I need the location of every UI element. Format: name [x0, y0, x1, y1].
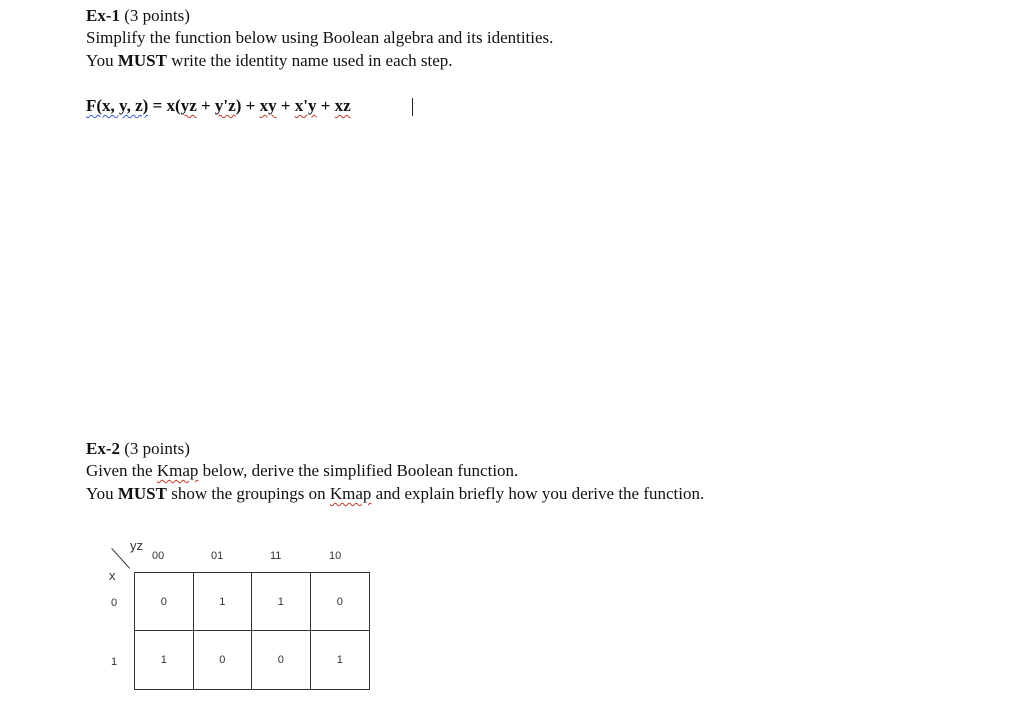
boolean-function[interactable]	[86, 96, 351, 116]
ex2-inst-pre: Given the	[86, 461, 157, 480]
ex1-req-pre: You	[86, 51, 118, 70]
formula-plus: +	[196, 96, 215, 115]
ex1-req-must: MUST	[117, 51, 167, 70]
karnaugh-map	[100, 535, 380, 700]
kmap-cell: 1	[336, 654, 343, 666]
kmap-cell: 0	[194, 631, 253, 689]
ex2-points: (3 points)	[124, 439, 190, 458]
kmap-grid	[134, 572, 370, 690]
ex1-requirement	[86, 51, 453, 71]
formula-plus: +	[316, 96, 335, 115]
kmap-col-header: 11	[270, 550, 282, 562]
kmap-col-header: 10	[329, 550, 342, 562]
ex1-label: Ex-1	[86, 6, 120, 25]
ex2-req-mid: show the groupings on	[166, 484, 330, 503]
ex1-heading	[86, 6, 190, 26]
kmap-col-variable: yz	[130, 538, 143, 553]
ex1-points: (3 points)	[124, 6, 190, 25]
kmap-cell: 1	[194, 573, 253, 631]
kmap-row-header: 1	[111, 656, 118, 668]
ex2-inst-kmap: Kmap	[156, 461, 199, 480]
kmap-col-header: 00	[152, 550, 165, 562]
text-cursor	[412, 98, 413, 116]
formula-close: ) +	[235, 96, 260, 115]
term-ypz: y'z	[214, 96, 236, 115]
ex2-requirement	[86, 484, 704, 504]
term-xy: xy	[259, 96, 277, 115]
ex2-req-post: and explain briefly how you derive the function.	[371, 484, 705, 503]
ex2-req-pre: You	[86, 484, 118, 503]
term-xpy: x'y	[294, 96, 317, 115]
kmap-cell: 0	[252, 631, 311, 689]
kmap-cell: 1	[252, 573, 311, 631]
ex2-req-kmap: Kmap	[329, 484, 372, 503]
ex2-inst-post: below, derive the simplified Boolean function.	[198, 461, 519, 480]
kmap-diagonal	[111, 548, 130, 569]
kmap-row-variable: x	[109, 568, 116, 583]
kmap-col-header: 01	[211, 550, 224, 562]
ex2-label: Ex-2	[86, 439, 120, 458]
ex1-req-post: write the identity name used in each step.	[166, 51, 453, 70]
kmap-cell: 0	[135, 573, 194, 631]
formula-eq: = x(	[148, 96, 181, 115]
ex2-instruction	[86, 461, 518, 481]
term-xz: xz	[334, 96, 351, 115]
ex2-heading	[86, 439, 190, 459]
kmap-row-header: 0	[111, 597, 118, 609]
kmap-cell: 0	[311, 573, 370, 631]
function-name: F(x, y, z)	[86, 96, 149, 115]
ex1-instruction: Simplify the function below using Boolean algebra and its identities.	[86, 28, 554, 47]
term-yz: yz	[180, 96, 197, 115]
ex2-req-must: MUST	[117, 484, 167, 503]
kmap-cell: 1	[135, 631, 194, 689]
formula-plus: +	[276, 96, 295, 115]
